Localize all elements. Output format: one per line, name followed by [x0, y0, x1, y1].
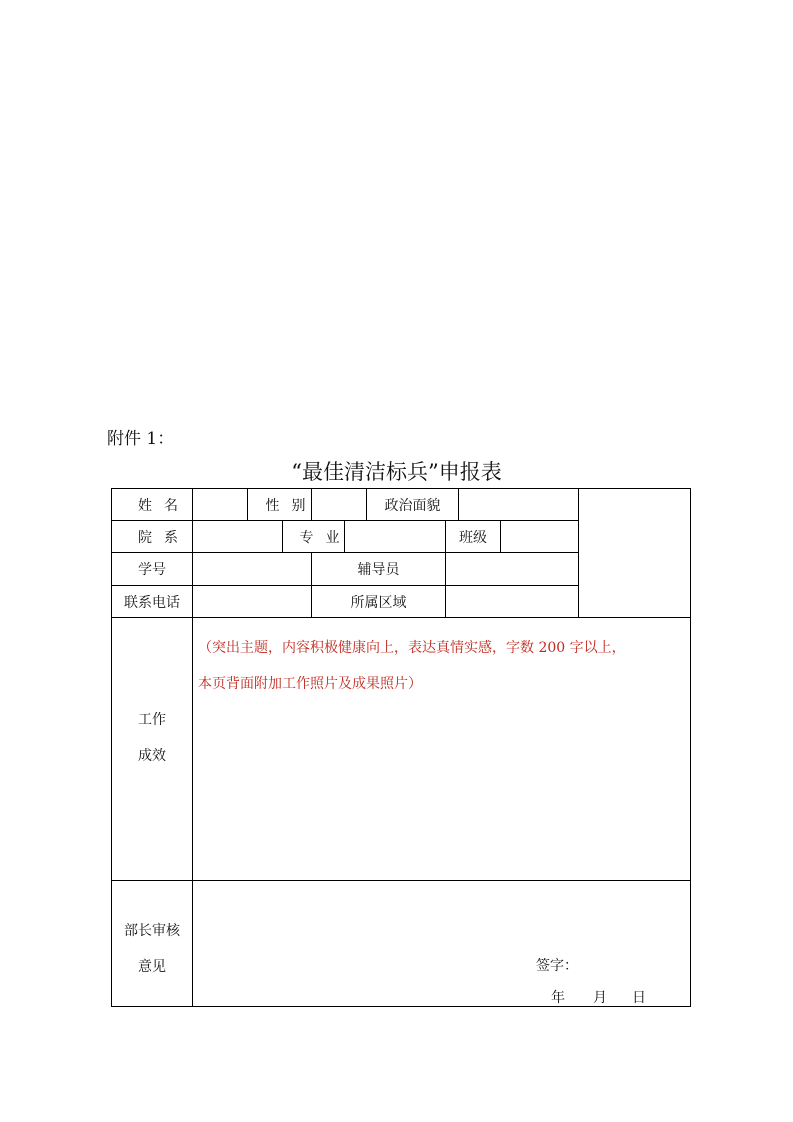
- attachment-label: 附件 1：: [107, 429, 175, 449]
- major-label: 专业: [299, 529, 352, 546]
- name-input[interactable]: [193, 489, 247, 520]
- form-title: “最佳清洁标兵”申报表: [291, 460, 502, 484]
- review-label-line2: 意见: [138, 959, 166, 975]
- name-label: 姓名: [138, 497, 190, 514]
- counselor-input[interactable]: [446, 553, 578, 585]
- class-label: 班级: [459, 529, 487, 546]
- political-status-label: 政治面貌: [384, 497, 441, 514]
- achievements-hint-line1: （突出主题，内容积极健康向上，表达真情实感，字数 200 字以上，: [198, 640, 626, 656]
- phone-input[interactable]: [193, 586, 311, 617]
- gender-label: 性别: [265, 497, 318, 514]
- region-label: 所属区域: [350, 594, 407, 611]
- table-border-right: [690, 488, 691, 1007]
- phone-label: 联系电话: [124, 594, 180, 611]
- student-id-input[interactable]: [193, 553, 311, 585]
- day-label: 日: [632, 990, 646, 1006]
- counselor-label: 辅导员: [357, 562, 400, 578]
- student-id-label: 学号: [138, 562, 166, 578]
- review-label-line1: 部长审核: [124, 923, 180, 939]
- achievements-hint-line2: 本页背面附加工作照片及成果照片）: [198, 676, 422, 692]
- department-input[interactable]: [193, 521, 282, 552]
- major-input[interactable]: [345, 521, 445, 552]
- class-input[interactable]: [501, 521, 578, 552]
- achievements-label-line2: 成效: [138, 748, 166, 764]
- review-label: [112, 913, 192, 985]
- gender-input[interactable]: [312, 489, 366, 520]
- month-label: 月: [593, 990, 607, 1006]
- signature-label: 签字：: [536, 958, 578, 974]
- year-label: 年: [551, 990, 565, 1006]
- department-label: 院系: [138, 529, 190, 546]
- achievements-hint: [198, 630, 688, 702]
- region-input[interactable]: [446, 586, 578, 617]
- achievements-label-line1: 工作: [138, 712, 166, 728]
- achievements-label: [112, 702, 192, 774]
- political-status-input[interactable]: [459, 489, 578, 520]
- photo-area[interactable]: [579, 489, 690, 617]
- review-input[interactable]: [193, 881, 690, 1006]
